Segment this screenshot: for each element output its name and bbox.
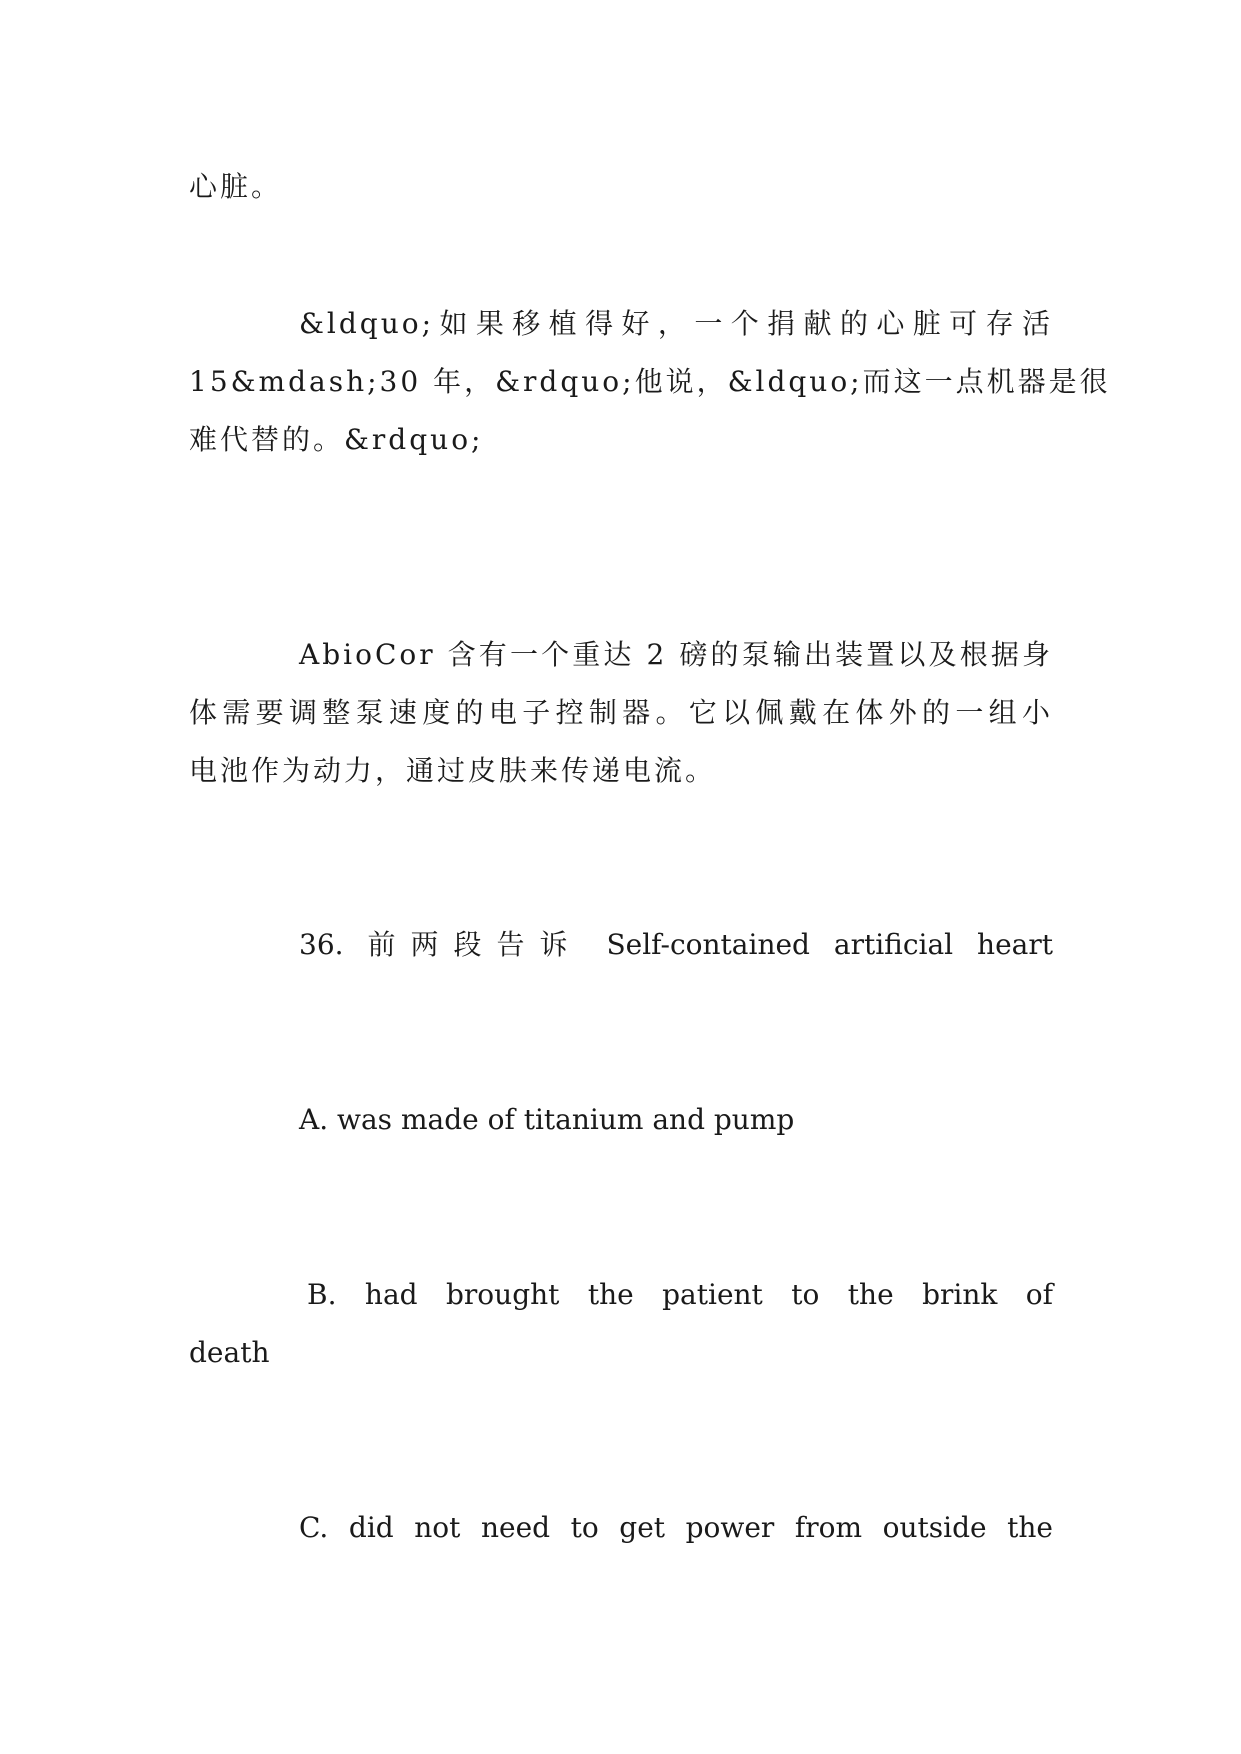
question-stem: 36. 前两段告诉 Self-contained artificial heart (299, 928, 1053, 961)
answer-option-c: C. did not need to get power from outside the (299, 1511, 1053, 1544)
paragraph-line: 心脏。 (189, 170, 283, 203)
paragraph-line: AbioCor 含有一个重达 2 磅的泵输出装置以及根据身 (299, 638, 1053, 671)
answer-option-a: A. was made of titanium and pump (299, 1103, 795, 1136)
paragraph-line: 难代替的。&rdquo; (189, 423, 484, 456)
paragraph-line: 体需要调整泵速度的电子控制器。它以佩戴在体外的一组小 (189, 696, 1053, 729)
answer-option-b-continuation: death (189, 1336, 270, 1369)
paragraph-line: 电池作为动力，通过皮肤来传递电流。 (189, 754, 717, 787)
paragraph-line: 15&mdash;30 年，&rdquo;他说，&ldquo;而这一点机器是很 (189, 365, 1111, 398)
answer-option-b: B. had brought the patient to the brink of (307, 1278, 1053, 1311)
paragraph-line: &ldquo;如果移植得好，一个捐献的心脏可存活 (299, 307, 1053, 340)
